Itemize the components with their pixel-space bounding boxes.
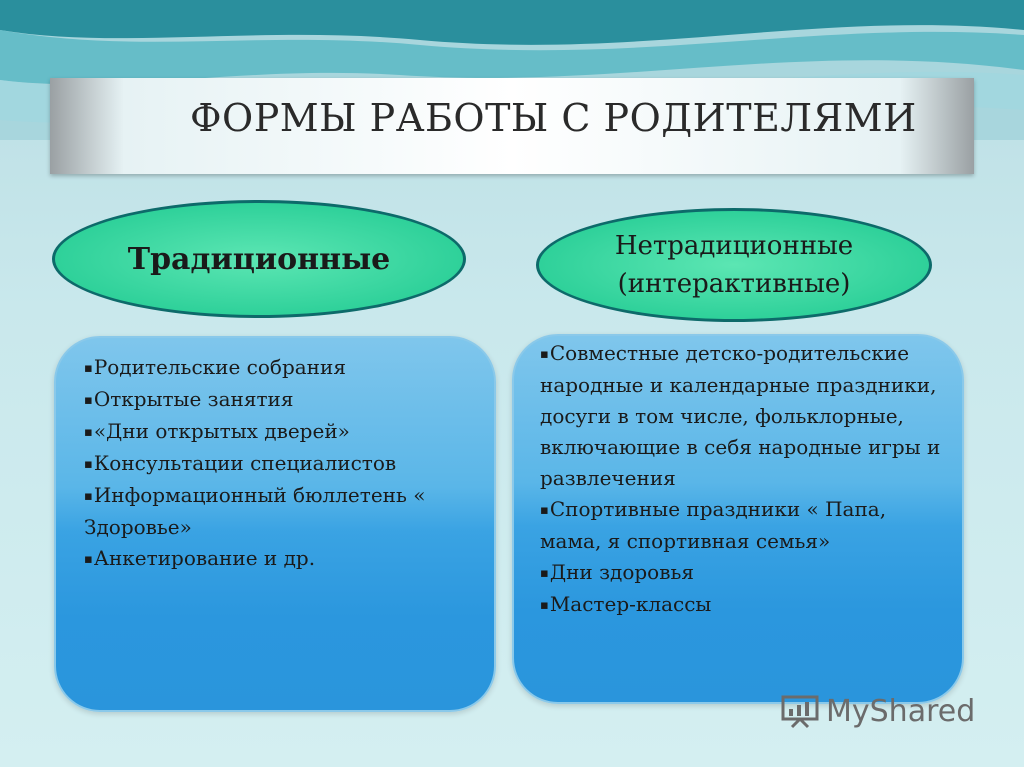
bullet-icon: ▪	[84, 361, 93, 376]
nontraditional-panel	[512, 334, 964, 704]
traditional-heading: Традиционные	[127, 241, 391, 277]
list-item: ▪«Дни открытых дверей»	[84, 419, 350, 443]
bullet-icon: ▪	[84, 457, 93, 472]
bullet-icon: ▪	[84, 425, 93, 440]
list-item: ▪Консультации специалистов	[84, 451, 397, 475]
traditional-list	[84, 352, 484, 575]
bullet-icon: ▪	[84, 489, 93, 504]
list-item: ▪Совместные детско-родительские народные и календарные праздники, досуги в том числе, фольклорные, включающие в себя народные игры и развлечения	[540, 341, 941, 490]
page-title: ФОРМЫ РАБОТЫ С РОДИТЕЛЯМИ	[190, 96, 917, 140]
list-item: ▪Спортивные праздники « Папа, мама, я спортивная семья»	[540, 497, 887, 553]
bullet-icon: ▪	[540, 347, 549, 362]
nontraditional-heading-line2: (интерактивные)	[617, 269, 851, 299]
watermark-text: MyShared	[826, 693, 976, 729]
bullet-icon: ▪	[540, 503, 549, 518]
list-item: ▪Мастер-классы	[540, 592, 712, 616]
myshared-watermark	[780, 690, 975, 732]
title-banner	[50, 78, 974, 174]
list-item: ▪Дни здоровья	[540, 560, 694, 584]
list-item: ▪Открытые занятия	[84, 387, 294, 411]
bullet-icon: ▪	[540, 566, 549, 581]
traditional-heading-oval	[52, 200, 466, 318]
nontraditional-heading-oval	[536, 208, 932, 322]
bullet-icon: ▪	[84, 393, 93, 408]
bullet-icon: ▪	[84, 552, 93, 567]
myshared-logo-icon	[780, 693, 820, 729]
list-item: ▪Информационный бюллетень « Здоровье»	[84, 483, 426, 539]
bullet-icon: ▪	[540, 598, 549, 613]
nontraditional-heading-line1: Нетрадиционные	[614, 231, 854, 261]
list-item: ▪Анкетирование и др.	[84, 546, 316, 570]
nontraditional-list	[540, 338, 952, 621]
list-item: ▪Родительские собрания	[84, 355, 346, 379]
traditional-panel	[54, 336, 496, 712]
